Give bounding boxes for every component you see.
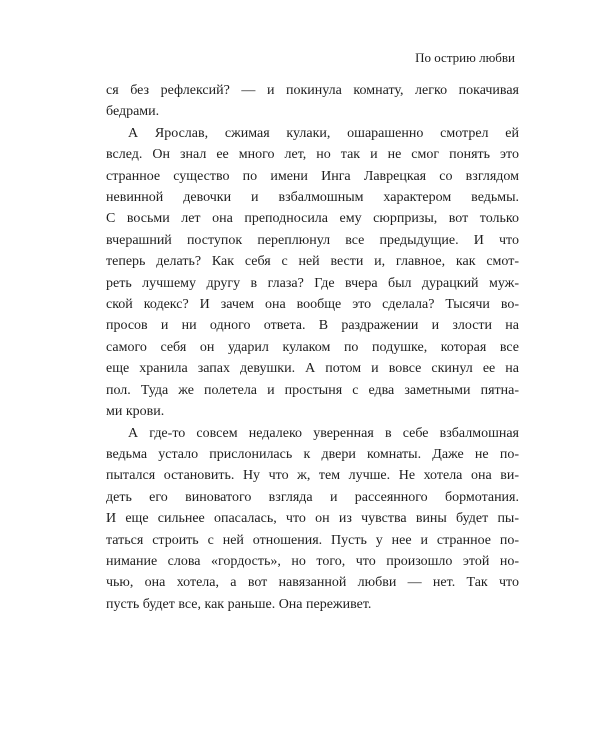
text-line: вслед. Он знал ее много лет, но так и не смог понять это [106, 147, 519, 163]
text-line: просов и ни одного ответа. В раздражении и злости на [106, 318, 519, 334]
paragraph [106, 123, 519, 423]
text-line: ской кодекс? И зачем она вообще это сделала? Тысячи во- [106, 297, 519, 313]
text-line: пол. Туда же полетела и простыня с едва заметными пятна- [106, 382, 519, 398]
text-line: реть лучшему другу в глаза? Где вчера был дурацкий муж- [106, 275, 519, 291]
text-line: ведьма устало прислонилась к двери комнаты. Даже не по- [106, 446, 519, 462]
text-line: самого себя он ударил кулаком по подушке, которая все [106, 339, 519, 355]
text-line: еще хранила запах девушки. А потом и вовсе скинул ее на [106, 361, 519, 377]
text-line: ся без рефлексий? — и покинула комнату, легко покачивая [106, 83, 519, 98]
body-text [106, 80, 519, 615]
text-line: вчерашний поступок переплюнул все предыдущие. И что [106, 232, 519, 248]
text-line: нимание слова «гордость», но того, что произошло этой но- [106, 553, 519, 569]
text-line: ми крови. [106, 404, 165, 420]
text-line: странное существо по имени Инга Лаврецкая со взглядом [106, 168, 519, 184]
text-line: деть его виноватого взгляда и рассеянного бормотания. [106, 489, 519, 505]
text-line: бедрами. [106, 104, 160, 120]
text-line: таться строить с ней отношения. Пусть у нее и странное по- [106, 532, 519, 548]
running-header: По острию любви [415, 50, 515, 65]
text-line: пусть будет все, как раньше. Она переживет. [106, 596, 372, 612]
text-line: А Ярослав, сжимая кулаки, ошарашенно смотрел ей [128, 125, 519, 141]
text-line: пытался остановить. Ну что ж, тем лучше. Не хотела она ви- [106, 468, 519, 484]
text-line: С восьми лет она преподносила ему сюрпризы, вот только [106, 211, 519, 227]
text-line: А где-то совсем недалеко уверенная в себе взбалмошная [128, 425, 519, 441]
text-line: невинной девочки и взбалмошным характером ведьмы. [106, 190, 519, 206]
paragraph [106, 423, 519, 616]
text-line: И еще сильнее опасалась, что он из чувства вины будет пы- [106, 511, 519, 527]
paragraph [106, 80, 519, 123]
text-line: чью, она хотела, а вот навязанной любви — нет. Так что [106, 575, 519, 591]
text-line: теперь делать? Как себя с ней вести и, главное, как смот- [106, 254, 519, 270]
